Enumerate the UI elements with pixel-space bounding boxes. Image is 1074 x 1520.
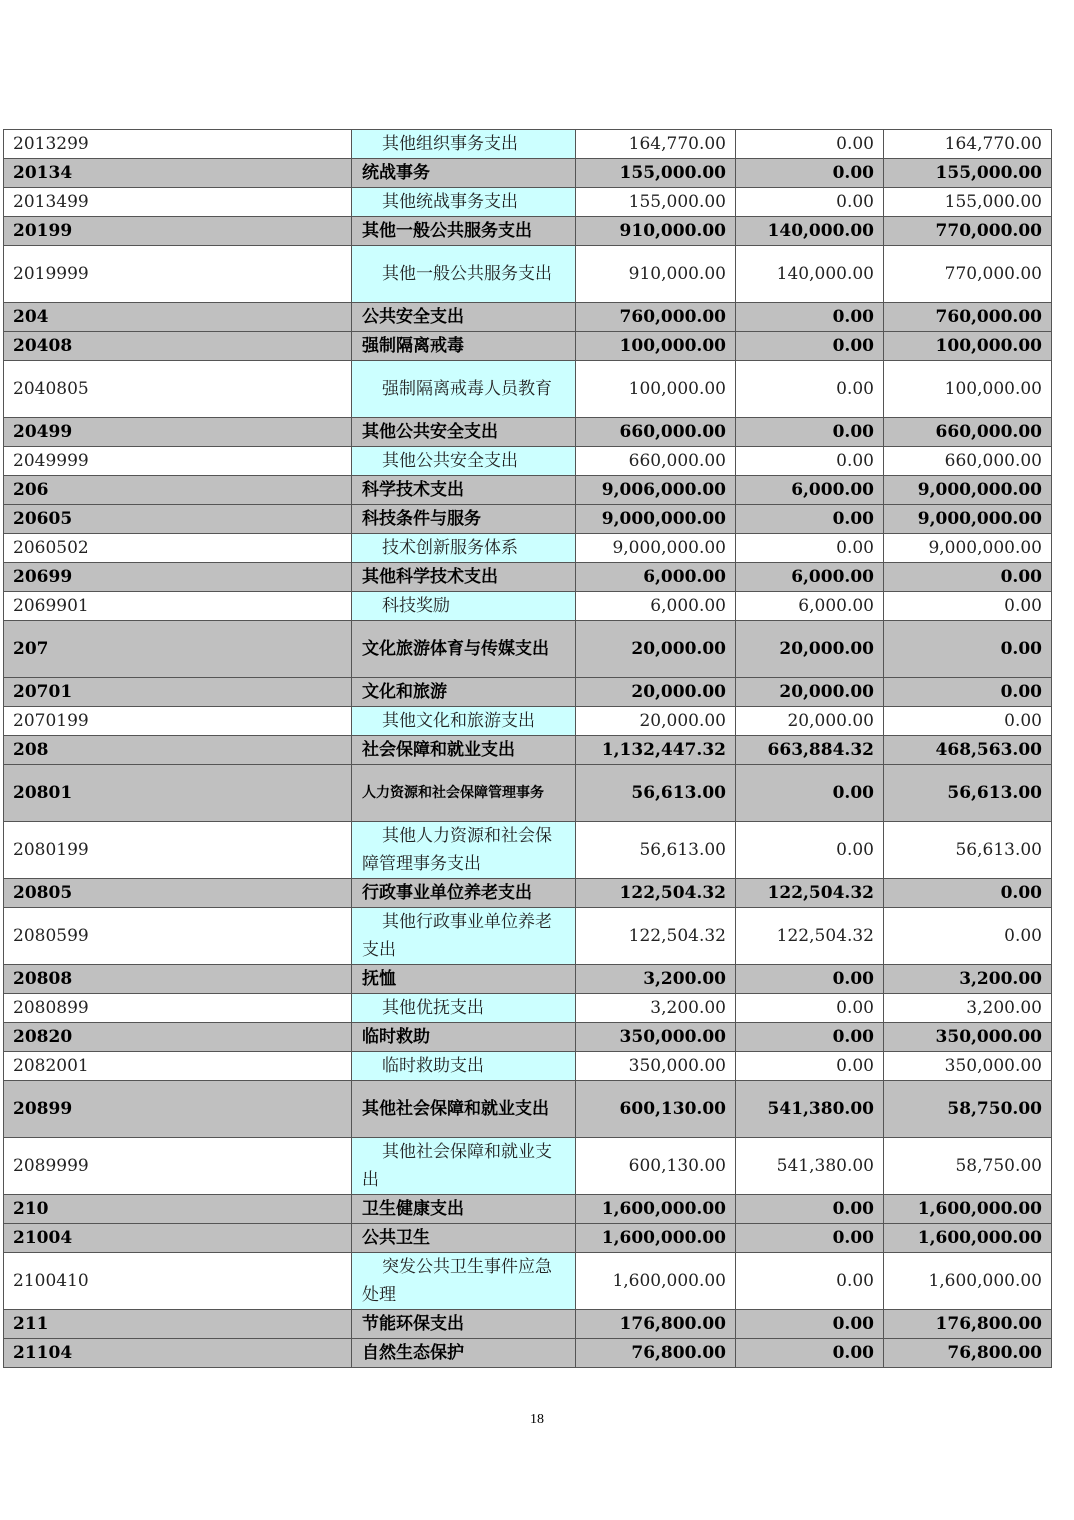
row-project-cell: 1,600,000.00 [884,1224,1052,1253]
row-basic-cell: 0.00 [736,159,884,188]
row-code-cell: 20805 [4,879,352,908]
row-project-cell: 0.00 [884,908,1052,965]
row-code-cell: 20701 [4,678,352,707]
row-basic-cell: 0.00 [736,505,884,534]
row-total-cell: 155,000.00 [576,188,736,217]
row-project-cell: 100,000.00 [884,361,1052,418]
row-code-cell: 20134 [4,159,352,188]
row-basic-cell: 140,000.00 [736,246,884,303]
row-basic-cell: 541,380.00 [736,1081,884,1138]
row-project-cell: 58,750.00 [884,1138,1052,1195]
table-row [4,1195,1052,1224]
table-row [4,130,1052,159]
row-basic-cell: 663,884.32 [736,736,884,765]
row-project-cell: 3,200.00 [884,994,1052,1023]
row-code-cell: 211 [4,1310,352,1339]
row-basic-cell: 140,000.00 [736,217,884,246]
table-row [4,476,1052,505]
row-project-cell: 660,000.00 [884,418,1052,447]
row-total-cell: 76,800.00 [576,1339,736,1368]
row-name-cell: 其他社会保障和就业支出 [352,1138,576,1195]
table-row [4,505,1052,534]
row-basic-cell: 541,380.00 [736,1138,884,1195]
row-code-cell: 2019999 [4,246,352,303]
row-total-cell: 122,504.32 [576,879,736,908]
row-name-cell: 卫生健康支出 [352,1195,576,1224]
table-row [4,678,1052,707]
table-row [4,159,1052,188]
row-code-cell: 204 [4,303,352,332]
row-total-cell: 600,130.00 [576,1138,736,1195]
table-row [4,246,1052,303]
row-code-cell: 20820 [4,1023,352,1052]
row-name-cell: 其他统战事务支出 [352,188,576,217]
table-row [4,534,1052,563]
row-name-cell: 临时救助支出 [352,1052,576,1081]
row-basic-cell: 0.00 [736,1339,884,1368]
row-project-cell: 770,000.00 [884,246,1052,303]
table-row [4,217,1052,246]
table-row [4,1253,1052,1310]
row-name-cell: 科学技术支出 [352,476,576,505]
row-code-cell: 2013299 [4,130,352,159]
row-code-cell: 20605 [4,505,352,534]
row-code-cell: 2070199 [4,707,352,736]
row-code-cell: 20199 [4,217,352,246]
row-total-cell: 3,200.00 [576,965,736,994]
row-project-cell: 0.00 [884,621,1052,678]
row-basic-cell: 0.00 [736,1224,884,1253]
row-total-cell: 56,613.00 [576,822,736,879]
row-total-cell: 3,200.00 [576,994,736,1023]
table-row [4,1052,1052,1081]
row-project-cell: 76,800.00 [884,1339,1052,1368]
row-project-cell: 0.00 [884,707,1052,736]
row-basic-cell: 0.00 [736,303,884,332]
row-name-cell: 其他组织事务支出 [352,130,576,159]
row-name-cell: 节能环保支出 [352,1310,576,1339]
row-project-cell: 0.00 [884,678,1052,707]
row-name-cell: 文化和旅游 [352,678,576,707]
table-row [4,1138,1052,1195]
table-row [4,563,1052,592]
row-name-cell: 自然生态保护 [352,1339,576,1368]
row-project-cell: 660,000.00 [884,447,1052,476]
row-code-cell: 2080899 [4,994,352,1023]
row-code-cell: 21004 [4,1224,352,1253]
row-basic-cell: 6,000.00 [736,563,884,592]
row-name-cell: 其他社会保障和就业支出 [352,1081,576,1138]
row-basic-cell: 0.00 [736,765,884,822]
row-project-cell: 0.00 [884,563,1052,592]
row-total-cell: 9,006,000.00 [576,476,736,505]
row-project-cell: 468,563.00 [884,736,1052,765]
row-project-cell: 3,200.00 [884,965,1052,994]
row-total-cell: 660,000.00 [576,447,736,476]
row-basic-cell: 0.00 [736,1052,884,1081]
table-row [4,418,1052,447]
row-total-cell: 20,000.00 [576,621,736,678]
row-code-cell: 2013499 [4,188,352,217]
row-basic-cell: 0.00 [736,822,884,879]
table-row [4,736,1052,765]
table-row [4,965,1052,994]
row-name-cell: 其他一般公共服务支出 [352,217,576,246]
row-basic-cell: 0.00 [736,534,884,563]
row-code-cell: 2060502 [4,534,352,563]
row-project-cell: 770,000.00 [884,217,1052,246]
row-project-cell: 0.00 [884,879,1052,908]
row-basic-cell: 0.00 [736,1023,884,1052]
row-code-cell: 2089999 [4,1138,352,1195]
budget-table [3,129,1052,1368]
row-basic-cell: 0.00 [736,1310,884,1339]
row-basic-cell: 122,504.32 [736,908,884,965]
row-code-cell: 2069901 [4,592,352,621]
row-basic-cell: 0.00 [736,965,884,994]
table-row [4,1339,1052,1368]
row-total-cell: 164,770.00 [576,130,736,159]
table-row [4,361,1052,418]
row-total-cell: 350,000.00 [576,1052,736,1081]
row-total-cell: 1,132,447.32 [576,736,736,765]
table-row [4,765,1052,822]
table-row [4,994,1052,1023]
row-total-cell: 100,000.00 [576,332,736,361]
row-basic-cell: 0.00 [736,418,884,447]
row-name-cell: 社会保障和就业支出 [352,736,576,765]
row-project-cell: 9,000,000.00 [884,505,1052,534]
row-code-cell: 2080599 [4,908,352,965]
row-total-cell: 600,130.00 [576,1081,736,1138]
row-basic-cell: 0.00 [736,1195,884,1224]
row-project-cell: 350,000.00 [884,1052,1052,1081]
row-code-cell: 2080199 [4,822,352,879]
table-row [4,332,1052,361]
table-row [4,707,1052,736]
row-project-cell: 9,000,000.00 [884,534,1052,563]
row-basic-cell: 0.00 [736,332,884,361]
row-code-cell: 208 [4,736,352,765]
row-total-cell: 660,000.00 [576,418,736,447]
row-basic-cell: 20,000.00 [736,621,884,678]
row-name-cell: 其他人力资源和社会保障管理事务支出 [352,822,576,879]
row-project-cell: 58,750.00 [884,1081,1052,1138]
row-total-cell: 350,000.00 [576,1023,736,1052]
row-total-cell: 100,000.00 [576,361,736,418]
page-number: 18 [530,1412,544,1427]
row-name-cell: 其他公共安全支出 [352,418,576,447]
row-total-cell: 155,000.00 [576,159,736,188]
row-project-cell: 100,000.00 [884,332,1052,361]
row-total-cell: 1,600,000.00 [576,1253,736,1310]
row-total-cell: 20,000.00 [576,678,736,707]
row-name-cell: 其他优抚支出 [352,994,576,1023]
table-row [4,908,1052,965]
row-total-cell: 910,000.00 [576,217,736,246]
row-total-cell: 910,000.00 [576,246,736,303]
row-name-cell: 科技奖励 [352,592,576,621]
row-total-cell: 1,600,000.00 [576,1224,736,1253]
row-total-cell: 6,000.00 [576,563,736,592]
row-project-cell: 350,000.00 [884,1023,1052,1052]
row-code-cell: 2040805 [4,361,352,418]
row-name-cell: 科技条件与服务 [352,505,576,534]
row-basic-cell: 0.00 [736,447,884,476]
table-row [4,879,1052,908]
row-code-cell: 20699 [4,563,352,592]
row-total-cell: 760,000.00 [576,303,736,332]
row-code-cell: 2082001 [4,1052,352,1081]
row-name-cell: 文化旅游体育与传媒支出 [352,621,576,678]
table-row [4,621,1052,678]
row-code-cell: 21104 [4,1339,352,1368]
row-name-cell: 公共卫生 [352,1224,576,1253]
row-basic-cell: 20,000.00 [736,678,884,707]
row-basic-cell: 0.00 [736,361,884,418]
row-name-cell: 其他一般公共服务支出 [352,246,576,303]
row-project-cell: 1,600,000.00 [884,1253,1052,1310]
row-total-cell: 176,800.00 [576,1310,736,1339]
row-total-cell: 1,600,000.00 [576,1195,736,1224]
row-name-cell: 其他科学技术支出 [352,563,576,592]
row-code-cell: 206 [4,476,352,505]
row-project-cell: 1,600,000.00 [884,1195,1052,1224]
row-project-cell: 760,000.00 [884,303,1052,332]
row-basic-cell: 0.00 [736,188,884,217]
table-row [4,1310,1052,1339]
row-total-cell: 9,000,000.00 [576,534,736,563]
row-code-cell: 20408 [4,332,352,361]
row-project-cell: 155,000.00 [884,159,1052,188]
row-code-cell: 2049999 [4,447,352,476]
row-name-cell: 强制隔离戒毒 [352,332,576,361]
row-basic-cell: 6,000.00 [736,592,884,621]
row-name-cell: 突发公共卫生事件应急处理 [352,1253,576,1310]
table-row [4,303,1052,332]
row-code-cell: 207 [4,621,352,678]
row-total-cell: 9,000,000.00 [576,505,736,534]
row-name-cell: 公共安全支出 [352,303,576,332]
row-project-cell: 56,613.00 [884,765,1052,822]
table-row [4,592,1052,621]
row-name-cell: 临时救助 [352,1023,576,1052]
row-total-cell: 56,613.00 [576,765,736,822]
row-project-cell: 155,000.00 [884,188,1052,217]
table-row [4,447,1052,476]
table-row [4,1023,1052,1052]
table-row [4,1081,1052,1138]
row-basic-cell: 122,504.32 [736,879,884,908]
row-project-cell: 56,613.00 [884,822,1052,879]
row-total-cell: 6,000.00 [576,592,736,621]
row-name-cell: 其他公共安全支出 [352,447,576,476]
row-total-cell: 122,504.32 [576,908,736,965]
row-code-cell: 2100410 [4,1253,352,1310]
row-project-cell: 164,770.00 [884,130,1052,159]
row-code-cell: 20808 [4,965,352,994]
table-row [4,1224,1052,1253]
row-total-cell: 20,000.00 [576,707,736,736]
row-code-cell: 20899 [4,1081,352,1138]
row-code-cell: 20801 [4,765,352,822]
row-name-cell: 技术创新服务体系 [352,534,576,563]
row-name-cell: 强制隔离戒毒人员教育 [352,361,576,418]
row-name-cell: 统战事务 [352,159,576,188]
row-basic-cell: 20,000.00 [736,707,884,736]
row-name-cell: 其他行政事业单位养老支出 [352,908,576,965]
row-name-cell: 其他文化和旅游支出 [352,707,576,736]
table-row [4,822,1052,879]
table-row [4,188,1052,217]
row-basic-cell: 0.00 [736,130,884,159]
row-code-cell: 210 [4,1195,352,1224]
row-name-cell: 行政事业单位养老支出 [352,879,576,908]
row-project-cell: 176,800.00 [884,1310,1052,1339]
row-name-cell: 人力资源和社会保障管理事务 [352,765,576,822]
row-basic-cell: 0.00 [736,994,884,1023]
row-basic-cell: 6,000.00 [736,476,884,505]
row-name-cell: 抚恤 [352,965,576,994]
row-project-cell: 0.00 [884,592,1052,621]
row-project-cell: 9,000,000.00 [884,476,1052,505]
row-basic-cell: 0.00 [736,1253,884,1310]
row-code-cell: 20499 [4,418,352,447]
budget-table-body [4,130,1052,1368]
